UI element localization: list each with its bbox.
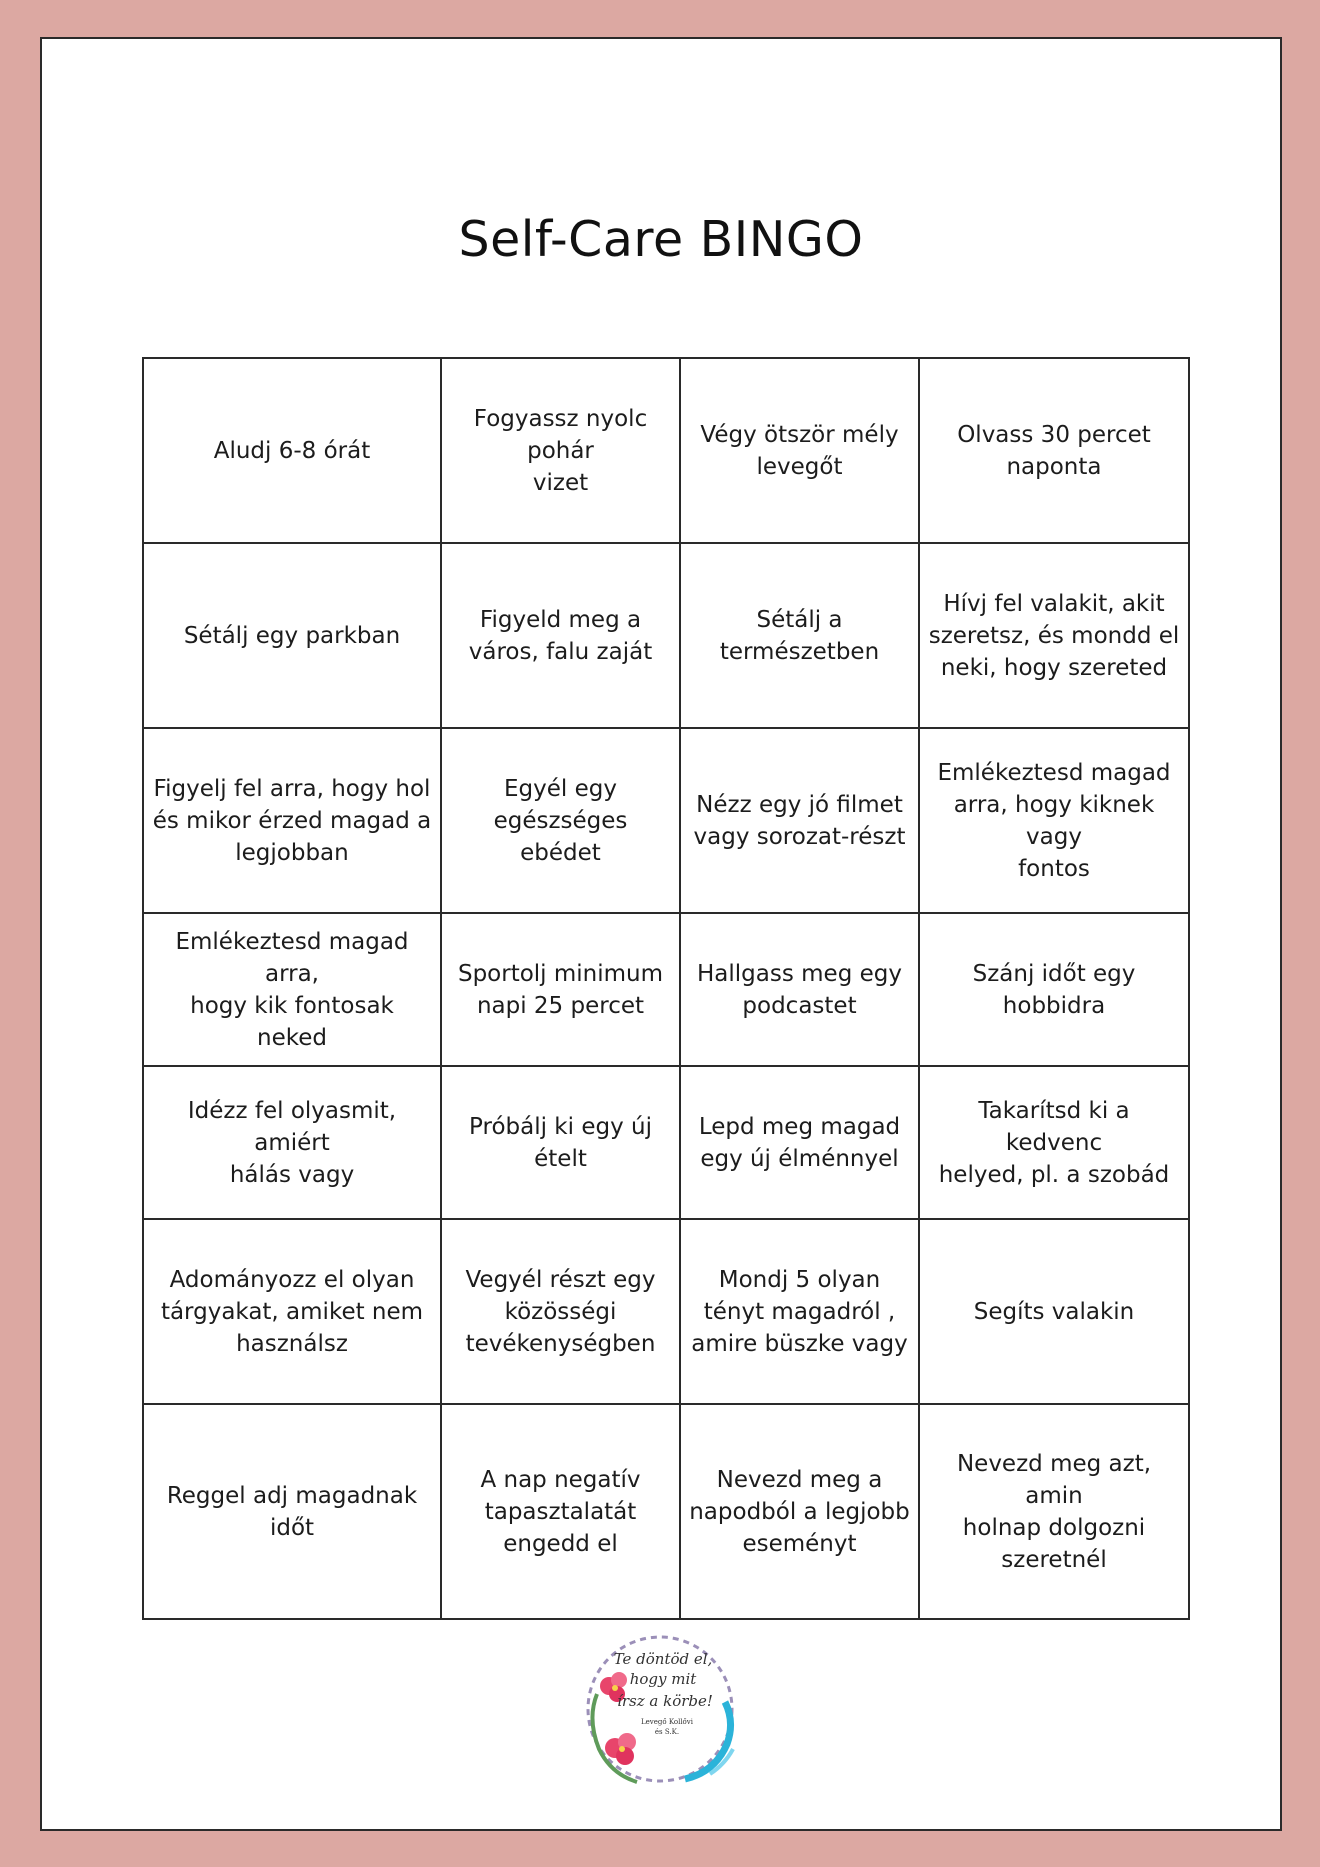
bingo-row bbox=[143, 358, 1189, 543]
bingo-cell: Fogyassz nyolc pohár vizet bbox=[441, 358, 680, 543]
bingo-cell: A nap negatív tapasztalatát engedd el bbox=[441, 1404, 680, 1619]
bingo-cell: Végy ötször mély levegőt bbox=[680, 358, 919, 543]
bingo-cell: Sétálj egy parkban bbox=[143, 543, 441, 728]
bingo-cell: Lepd meg magad egy új élménnyel bbox=[680, 1066, 919, 1219]
bingo-cell: Szánj időt egy hobbidra bbox=[919, 913, 1189, 1066]
bingo-cell: Hallgass meg egy podcastet bbox=[680, 913, 919, 1066]
bingo-sheet bbox=[40, 37, 1282, 1831]
bingo-cell: Emlékeztesd magad arra, hogy kiknek vagy fontos bbox=[919, 728, 1189, 913]
bingo-row bbox=[143, 728, 1189, 913]
bingo-cell: Aludj 6-8 órát bbox=[143, 358, 441, 543]
logo-line-3: írsz a körbe! bbox=[617, 1692, 713, 1710]
logo-small-1: Levegő Kollővi bbox=[641, 1718, 693, 1726]
bingo-grid bbox=[142, 357, 1190, 1620]
bingo-cell: Nézz egy jó filmet vagy sorozat-részt bbox=[680, 728, 919, 913]
bingo-cell: Nevezd meg azt, amin holnap dolgozni szeretnél bbox=[919, 1404, 1189, 1619]
bingo-cell: Idézz fel olyasmit, amiért hálás vagy bbox=[143, 1066, 441, 1219]
bingo-cell: Hívj fel valakit, akit szeretsz, és mondd el neki, hogy szereted bbox=[919, 543, 1189, 728]
bingo-row bbox=[143, 1066, 1189, 1219]
logo-small-2: és S.K. bbox=[654, 1728, 680, 1736]
logo-line-2: hogy mit bbox=[629, 1670, 697, 1688]
bingo-cell: Figyelj fel arra, hogy hol és mikor érzed magad a legjobban bbox=[143, 728, 441, 913]
page-title: Self-Care BINGO bbox=[458, 211, 864, 268]
wreath-logo bbox=[575, 1624, 745, 1794]
bingo-cell: Olvass 30 percet naponta bbox=[919, 358, 1189, 543]
bingo-row bbox=[143, 1219, 1189, 1404]
bingo-cell: Vegyél részt egy közösségi tevékenységben bbox=[441, 1219, 680, 1404]
bingo-cell: Próbálj ki egy új ételt bbox=[441, 1066, 680, 1219]
bingo-cell: Nevezd meg a napodból a legjobb eseményt bbox=[680, 1404, 919, 1619]
bingo-cell: Figyeld meg a város, falu zaját bbox=[441, 543, 680, 728]
bingo-cell: Emlékeztesd magad arra, hogy kik fontosak neked bbox=[143, 913, 441, 1066]
bingo-cell: Sétálj a természetben bbox=[680, 543, 919, 728]
bingo-cell: Adományozz el olyan tárgyakat, amiket nem használsz bbox=[143, 1219, 441, 1404]
bingo-cell: Egyél egy egészséges ebédet bbox=[441, 728, 680, 913]
bingo-row bbox=[143, 1404, 1189, 1619]
bingo-cell: Takarítsd ki a kedvenc helyed, pl. a szobád bbox=[919, 1066, 1189, 1219]
bingo-cell: Mondj 5 olyan tényt magadról , amire büszke vagy bbox=[680, 1219, 919, 1404]
bingo-cell: Segíts valakin bbox=[919, 1219, 1189, 1404]
bingo-cell: Sportolj minimum napi 25 percet bbox=[441, 913, 680, 1066]
bingo-cell: Reggel adj magadnak időt bbox=[143, 1404, 441, 1619]
logo-line-1: Te döntöd el, bbox=[613, 1650, 713, 1668]
bingo-row bbox=[143, 913, 1189, 1066]
bingo-row bbox=[143, 543, 1189, 728]
